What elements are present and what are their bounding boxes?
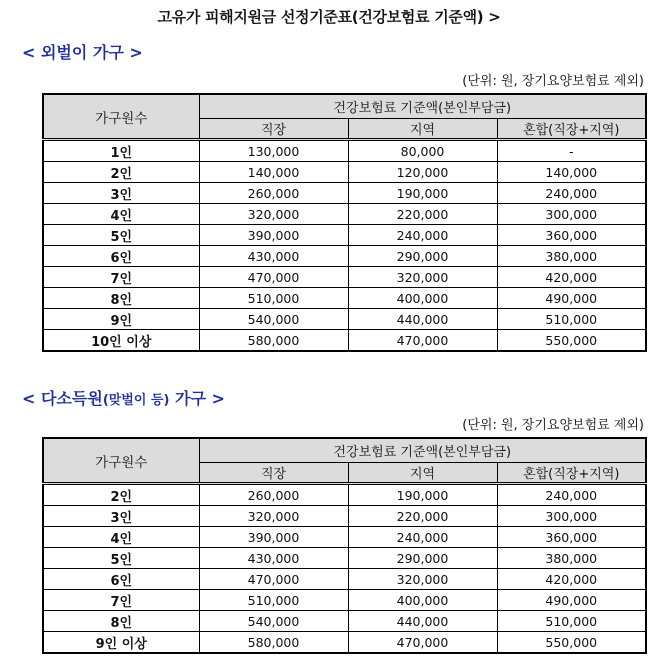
- header-col-regional: 지역: [348, 119, 497, 140]
- table-row: [43, 590, 646, 611]
- cell-mixed: 490,000: [497, 590, 646, 611]
- section-title-suffix: 가구 >: [169, 389, 225, 408]
- row-label: 8인: [43, 288, 199, 309]
- table-row: [43, 162, 646, 183]
- row-label: 6인: [43, 569, 199, 590]
- row-label: 2인: [43, 162, 199, 183]
- cell-regional: 190,000: [348, 183, 497, 204]
- row-label: 4인: [43, 204, 199, 225]
- cell-workplace: 430,000: [199, 548, 348, 569]
- section-title-small: (맞벌이 등): [102, 393, 170, 408]
- row-label: 7인: [43, 267, 199, 288]
- table-row: [43, 140, 646, 162]
- cell-regional: 320,000: [348, 569, 497, 590]
- cell-regional: 190,000: [348, 484, 497, 506]
- table-row: [43, 225, 646, 246]
- cell-mixed: 490,000: [497, 288, 646, 309]
- table-row: [43, 204, 646, 225]
- header-household-size: 가구원수: [43, 94, 199, 140]
- cell-mixed: 510,000: [497, 309, 646, 330]
- header-group-sub: (본인부담금): [438, 445, 512, 460]
- cell-regional: 240,000: [348, 225, 497, 246]
- cell-regional: 240,000: [348, 527, 497, 548]
- header-group-main: 건강보험료 기준액: [333, 101, 439, 116]
- section-title-single-income: [22, 40, 143, 63]
- cell-workplace: 390,000: [199, 225, 348, 246]
- table-row: [43, 246, 646, 267]
- cell-regional: 220,000: [348, 506, 497, 527]
- row-label: 6인: [43, 246, 199, 267]
- table-row: [43, 267, 646, 288]
- cell-workplace: 260,000: [199, 484, 348, 506]
- criteria-table-single-income: [42, 93, 647, 352]
- row-label: 9인 이상: [43, 632, 199, 654]
- header-col-workplace: 직장: [199, 463, 348, 484]
- row-label: 7인: [43, 590, 199, 611]
- table-row: [43, 548, 646, 569]
- cell-regional: 80,000: [348, 140, 497, 162]
- cell-mixed: 550,000: [497, 632, 646, 654]
- table-row: [43, 527, 646, 548]
- row-label: 4인: [43, 527, 199, 548]
- cell-regional: 400,000: [348, 590, 497, 611]
- cell-workplace: 470,000: [199, 267, 348, 288]
- header-group-premium: [199, 94, 646, 119]
- row-label: 10인 이상: [43, 330, 199, 352]
- cell-mixed: 360,000: [497, 527, 646, 548]
- cell-workplace: 260,000: [199, 183, 348, 204]
- cell-workplace: 320,000: [199, 204, 348, 225]
- row-label: 2인: [43, 484, 199, 506]
- row-label: 3인: [43, 506, 199, 527]
- cell-mixed: 300,000: [497, 506, 646, 527]
- row-label: 3인: [43, 183, 199, 204]
- criteria-table-multi-income: [42, 437, 647, 654]
- header-group-main: 건강보험료 기준액: [333, 445, 439, 460]
- header-group-sub: (본인부담금): [438, 101, 512, 116]
- table-row: [43, 632, 646, 654]
- row-label: 8인: [43, 611, 199, 632]
- page-title: 고유가 피해지원금 선정기준표(건강보험료 기준액) >: [157, 8, 501, 26]
- cell-mixed: 300,000: [497, 204, 646, 225]
- row-label: 5인: [43, 548, 199, 569]
- cell-mixed: 550,000: [497, 330, 646, 352]
- cell-workplace: 320,000: [199, 506, 348, 527]
- header-col-mixed: 혼합(직장+지역): [497, 463, 646, 484]
- cell-mixed: 360,000: [497, 225, 646, 246]
- cell-regional: 290,000: [348, 548, 497, 569]
- table-row: [43, 183, 646, 204]
- cell-regional: 470,000: [348, 632, 497, 654]
- table-row: [43, 569, 646, 590]
- table-row: [43, 309, 646, 330]
- cell-workplace: 510,000: [199, 288, 348, 309]
- header-col-regional: 지역: [348, 463, 497, 484]
- header-household-size: 가구원수: [43, 438, 199, 484]
- row-label: 9인: [43, 309, 199, 330]
- unit-note: (단위: 원, 장기요양보험료 제외): [462, 418, 644, 433]
- section-title-multi-income: [22, 386, 225, 409]
- section-title-text: < 외벌이 가구 >: [22, 43, 143, 62]
- table-row: [43, 330, 646, 352]
- cell-regional: 470,000: [348, 330, 497, 352]
- table-row: [43, 484, 646, 506]
- header-col-workplace: 직장: [199, 119, 348, 140]
- cell-regional: 400,000: [348, 288, 497, 309]
- cell-regional: 290,000: [348, 246, 497, 267]
- row-label: 1인: [43, 140, 199, 162]
- cell-workplace: 470,000: [199, 569, 348, 590]
- cell-workplace: 580,000: [199, 330, 348, 352]
- cell-regional: 120,000: [348, 162, 497, 183]
- cell-mixed: 420,000: [497, 569, 646, 590]
- cell-mixed: 380,000: [497, 246, 646, 267]
- cell-workplace: 430,000: [199, 246, 348, 267]
- cell-mixed: 510,000: [497, 611, 646, 632]
- cell-workplace: 510,000: [199, 590, 348, 611]
- header-group-premium: [199, 438, 646, 463]
- table-row: [43, 611, 646, 632]
- cell-mixed: 420,000: [497, 267, 646, 288]
- cell-regional: 440,000: [348, 611, 497, 632]
- table-row: [43, 288, 646, 309]
- cell-mixed: -: [497, 140, 646, 162]
- cell-regional: 220,000: [348, 204, 497, 225]
- cell-workplace: 130,000: [199, 140, 348, 162]
- header-col-mixed: 혼합(직장+지역): [497, 119, 646, 140]
- unit-note: (단위: 원, 장기요양보험료 제외): [462, 74, 644, 89]
- cell-regional: 320,000: [348, 267, 497, 288]
- row-label: 5인: [43, 225, 199, 246]
- cell-workplace: 580,000: [199, 632, 348, 654]
- table-row: [43, 506, 646, 527]
- cell-workplace: 390,000: [199, 527, 348, 548]
- cell-mixed: 240,000: [497, 183, 646, 204]
- cell-mixed: 240,000: [497, 484, 646, 506]
- cell-mixed: 380,000: [497, 548, 646, 569]
- cell-workplace: 540,000: [199, 309, 348, 330]
- cell-workplace: 540,000: [199, 611, 348, 632]
- section-title-text: < 다소득원: [22, 389, 103, 408]
- cell-regional: 440,000: [348, 309, 497, 330]
- cell-workplace: 140,000: [199, 162, 348, 183]
- cell-mixed: 140,000: [497, 162, 646, 183]
